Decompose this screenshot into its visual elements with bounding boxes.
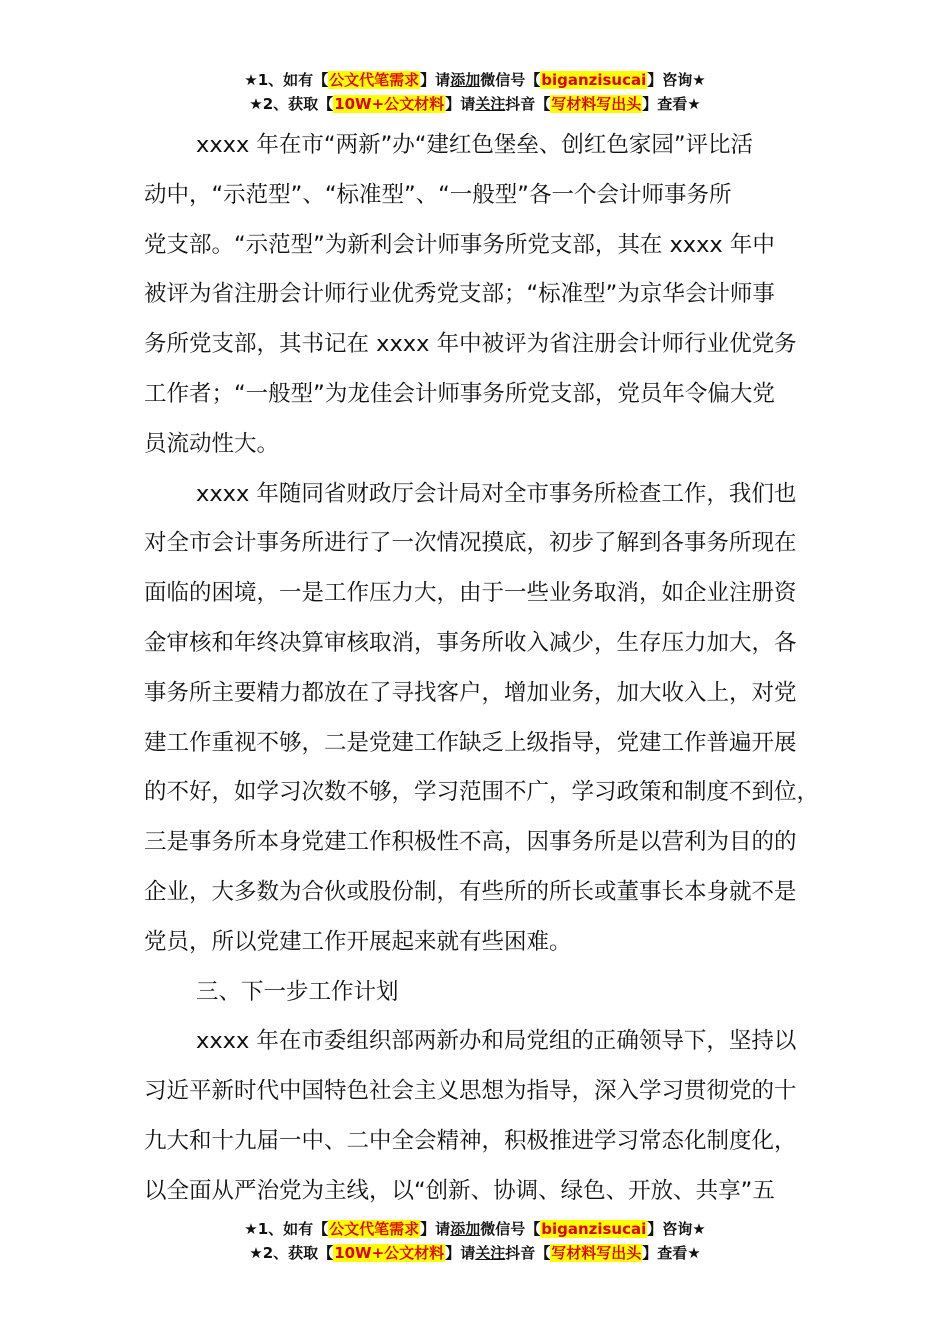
banner-text: 】请 <box>445 1244 476 1262</box>
highlight-douyin: 写材料写出头 <box>551 95 642 113</box>
highlight-service: 公文代笔需求 <box>329 1220 420 1238</box>
banner-text: 】请 <box>420 1220 451 1238</box>
banner-text: 】请 <box>420 71 451 89</box>
highlight-douyin: 写材料写出头 <box>551 1244 642 1262</box>
text-line: 企业，大多数为合伙或股份制，有些所的所长或董事长本身就不是 <box>144 878 797 905</box>
heading-text: 三、下一步工作计划 <box>196 978 399 1005</box>
text-line: 建工作重视不够，二是党建工作缺乏上级指导，党建工作普遍开展 <box>144 729 797 756</box>
highlight-wechat-id: biganzisucai <box>541 1220 647 1238</box>
banner-text: ★1、如有【 <box>244 1220 329 1238</box>
text-line: 金审核和年终决算审核取消，事务所收入减少，生存压力加大，各 <box>144 629 797 656</box>
text-line: xxxx 年随同省财政厅会计局对全市事务所检查工作，我们也 <box>196 480 797 507</box>
text-line: 的不好，如学习次数不够，学习范围不广，学习政策和制度不到位， <box>144 779 820 806</box>
document-body <box>144 121 820 1217</box>
banner-text: ★2、获取【 <box>249 95 334 113</box>
banner-text: 】查看★ <box>642 95 701 113</box>
text-line: 对全市会计事务所进行了一次情况摸底，初步了解到各事务所现在 <box>144 530 797 557</box>
banner-text: 】请 <box>445 95 476 113</box>
header-banner <box>0 68 950 116</box>
banner-text: 添加 <box>450 71 481 89</box>
text-line: 事务所主要精力都放在了寻找客户，增加业务，加大收入上，对党 <box>144 679 797 706</box>
paragraph-1 <box>144 121 814 470</box>
text-line: 习近平新时代中国特色社会主义思想为指导，深入学习贯彻党的十 <box>144 1078 797 1105</box>
banner-text: 抖音【 <box>505 95 551 113</box>
text-line: 三是事务所本身党建工作积极性不高，因事务所是以营利为目的的 <box>144 829 797 856</box>
text-line: xxxx 年在市委组织部两新办和局党组的正确领导下，坚持以 <box>196 1028 797 1055</box>
section-heading <box>144 968 814 1018</box>
banner-text: 】查看★ <box>642 1244 701 1262</box>
text-line: 以全面从严治党为主线，以“创新、协调、绿色、开放、共享”五 <box>144 1177 775 1204</box>
text-line: 员流动性大。 <box>144 430 280 457</box>
highlight-wechat-id: biganzisucai <box>541 71 647 89</box>
paragraph-2 <box>144 470 820 968</box>
text-line: 工作者；“一般型”为龙佳会计师事务所党支部，党员年令偏大党 <box>144 380 775 407</box>
text-line: 务所党支部，其书记在 xxxx 年中被评为省注册会计师行业优党务 <box>144 331 797 358</box>
banner-line-1 <box>0 68 950 92</box>
text-line: 面临的困境，一是工作压力大，由于一些业务取消，如企业注册资 <box>144 580 797 607</box>
banner-line-2 <box>0 1241 950 1265</box>
banner-text: ★2、获取【 <box>249 1244 334 1262</box>
banner-text: 微信号【 <box>480 71 541 89</box>
paragraph-3 <box>144 1017 814 1216</box>
footer-banner <box>0 1217 950 1265</box>
text-line: 九大和十九届一中、二中全会精神，积极推进学习常态化制度化， <box>144 1127 797 1154</box>
banner-text: 】咨询★ <box>647 1220 706 1238</box>
banner-text: 】咨询★ <box>647 71 706 89</box>
banner-text: 关注 <box>475 95 506 113</box>
text-line: 动中，“示范型”、“标准型”、“一般型”各一个会计师事务所 <box>144 181 732 208</box>
highlight-materials: 10W+公文材料 <box>334 1244 445 1262</box>
text-line: 党员，所以党建工作开展起来就有些困难。 <box>144 928 572 955</box>
banner-text: 添加 <box>450 1220 481 1238</box>
banner-text: 关注 <box>475 1244 506 1262</box>
text-line: xxxx 年在市“两新”办“建红色堡垒、创红色家园”评比活 <box>196 132 754 158</box>
highlight-service: 公文代笔需求 <box>329 71 420 89</box>
highlight-materials: 10W+公文材料 <box>334 95 445 113</box>
banner-text: ★1、如有【 <box>244 71 329 89</box>
text-line: 党支部。“示范型”为新利会计师事务所党支部，其在 xxxx 年中 <box>144 231 775 258</box>
text-line: 被评为省注册会计师行业优秀党支部；“标准型”为京华会计师事 <box>144 281 775 308</box>
banner-text: 微信号【 <box>480 1220 541 1238</box>
banner-line-1 <box>0 1217 950 1241</box>
banner-line-2 <box>0 92 950 116</box>
banner-text: 抖音【 <box>505 1244 551 1262</box>
